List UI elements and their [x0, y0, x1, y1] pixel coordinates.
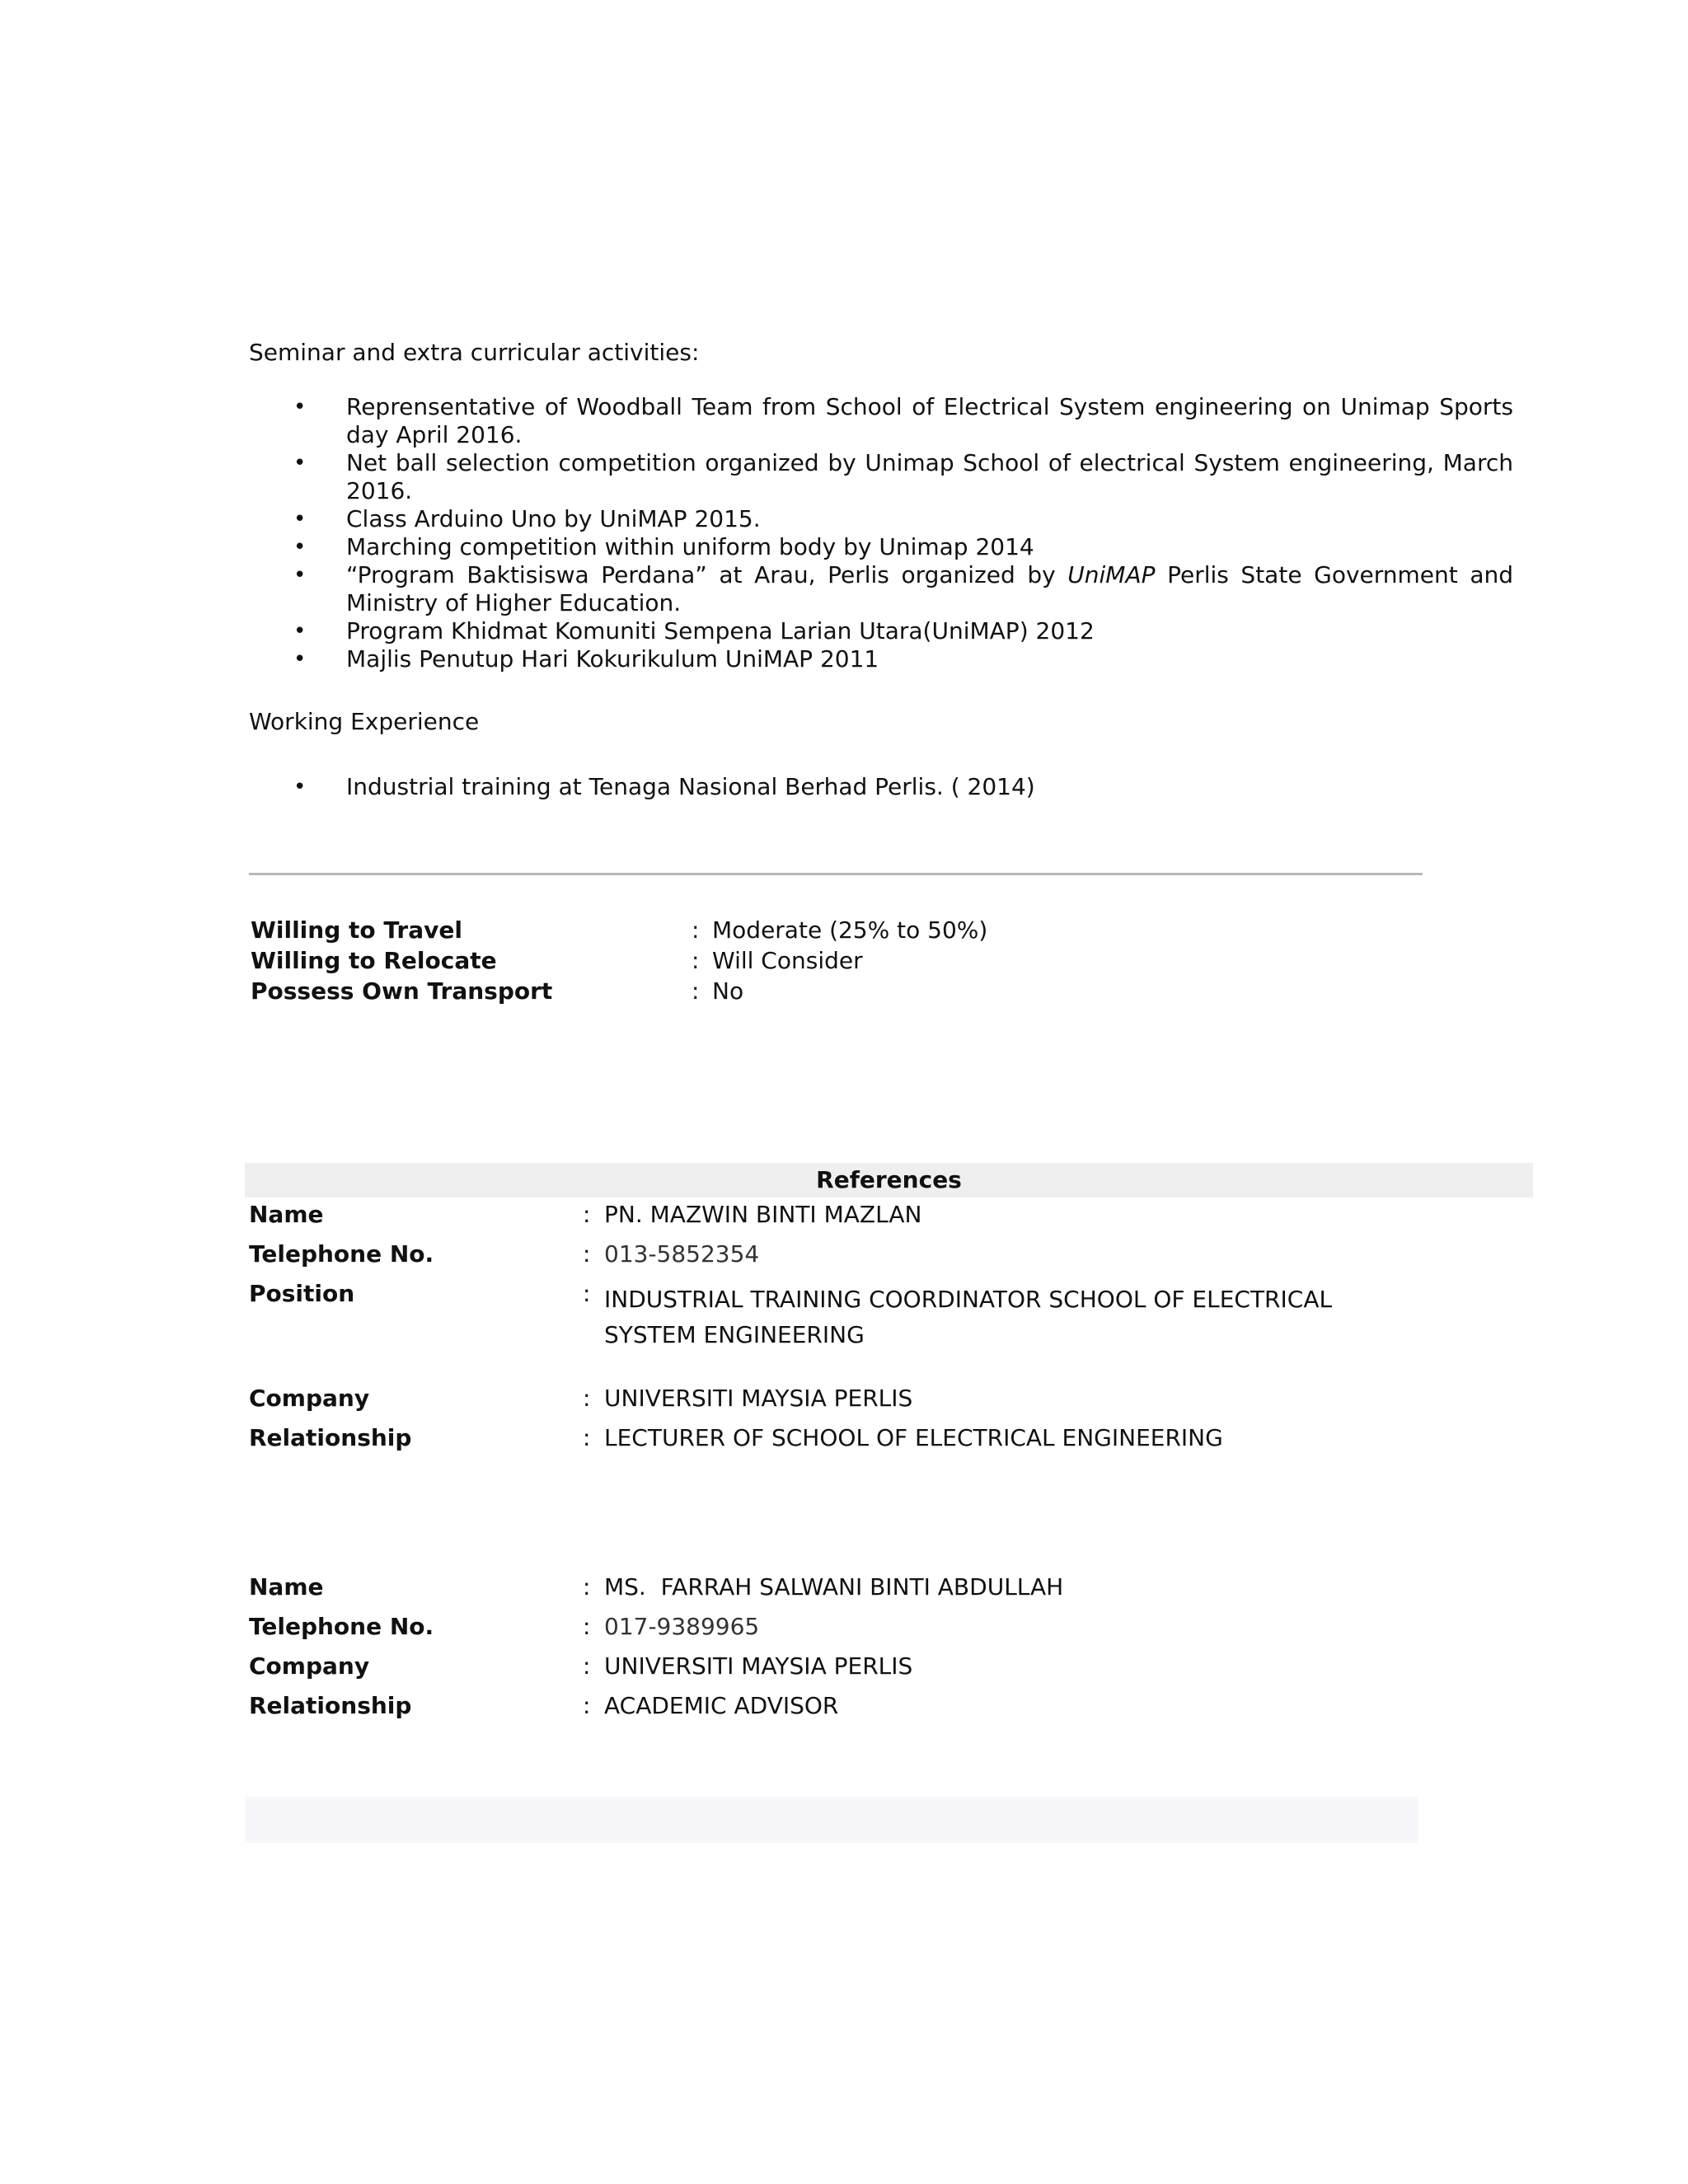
list-item	[293, 561, 1513, 617]
seminar-list	[293, 393, 1513, 673]
list-item	[293, 645, 1513, 673]
text-segment: “Program Baktisiswa Perdana” at Arau, Perlis organized by	[346, 561, 1068, 588]
list-item	[293, 393, 1513, 449]
work-heading: Working Experience	[249, 708, 480, 735]
colon: :	[583, 1424, 591, 1451]
ref-value: ACADEMIC ADVISOR	[604, 1692, 839, 1719]
work-list	[293, 773, 1513, 801]
list-item	[293, 773, 1513, 801]
list-item	[293, 449, 1513, 505]
ref-label: Telephone No.	[249, 1613, 434, 1640]
colon: :	[583, 1573, 591, 1601]
ref-label: Name	[249, 1201, 324, 1228]
bullet-icon: •	[293, 647, 307, 672]
pref-value: Will Consider	[712, 947, 863, 974]
bullet-icon: •	[293, 563, 307, 588]
list-item-text	[346, 561, 1513, 616]
colon: :	[692, 977, 700, 1005]
list-item-text: Class Arduino Uno by UniMAP 2015.	[346, 505, 761, 532]
colon: :	[583, 1240, 591, 1268]
bullet-icon: •	[293, 775, 307, 799]
text-segment: Perlis State Government and Ministry of Higher Education.	[346, 561, 1513, 616]
colon: :	[583, 1613, 591, 1640]
list-item	[293, 505, 1513, 533]
bullet-icon: •	[293, 451, 307, 476]
bullet-icon: •	[293, 535, 307, 560]
colon: :	[692, 916, 700, 944]
ref-label: Company	[249, 1385, 370, 1412]
ref-label: Relationship	[249, 1424, 412, 1451]
list-item-text: Net ball selection competition organized by Unimap School of electrical System engineering, March 2016.	[346, 449, 1513, 504]
references-heading: References	[245, 1163, 1533, 1197]
ref-label: Relationship	[249, 1692, 412, 1719]
bullet-icon: •	[293, 395, 307, 419]
pref-label: Willing to Travel	[251, 916, 462, 944]
pref-value: No	[712, 977, 744, 1005]
ref-value: INDUSTRIAL TRAINING COORDINATOR SCHOOL OF ELECTRICAL SYSTEM ENGINEERING	[604, 1286, 1333, 1348]
list-item	[293, 617, 1513, 645]
list-item-text: Program Khidmat Komuniti Sempena Larian Utara(UniMAP) 2012	[346, 617, 1095, 644]
colon: :	[583, 1201, 591, 1228]
colon: :	[583, 1692, 591, 1719]
list-item	[293, 533, 1513, 561]
ref-value: MS. FARRAH SALWANI BINTI ABDULLAH	[604, 1573, 1064, 1601]
ref-value: UNIVERSITI MAYSIA PERLIS	[604, 1385, 913, 1412]
ref-label: Telephone No.	[249, 1240, 434, 1268]
list-item-text: Marching competition within uniform body by Unimap 2014	[346, 533, 1034, 560]
pref-label: Possess Own Transport	[251, 977, 553, 1005]
bullet-icon: •	[293, 507, 307, 532]
list-item-text: Industrial training at Tenaga Nasional Berhad Perlis. ( 2014)	[346, 773, 1035, 800]
italic-text-segment: UniMAP	[1067, 561, 1156, 588]
colon: :	[583, 1385, 591, 1412]
ref-label: Name	[249, 1573, 324, 1601]
colon: :	[583, 1280, 591, 1307]
section-divider	[249, 873, 1423, 875]
bullet-icon: •	[293, 619, 307, 644]
footer-band	[245, 1797, 1418, 1843]
list-item-text: Reprensentative of Woodball Team from School of Electrical System engineering on Unimap Sports day April 2016.	[346, 393, 1513, 448]
colon: :	[692, 947, 700, 974]
seminar-heading: Seminar and extra curricular activities:	[249, 339, 700, 366]
ref-value: PN. MAZWIN BINTI MAZLAN	[604, 1201, 922, 1228]
ref-value: 017-9389965	[604, 1613, 760, 1640]
colon: :	[583, 1652, 591, 1680]
ref-value: LECTURER OF SCHOOL OF ELECTRICAL ENGINEERING	[604, 1424, 1223, 1451]
ref-value: 013-5852354	[604, 1240, 760, 1268]
ref-value: UNIVERSITI MAYSIA PERLIS	[604, 1652, 913, 1680]
ref-label: Position	[249, 1280, 355, 1307]
ref-label: Company	[249, 1652, 370, 1680]
list-item-text: Majlis Penutup Hari Kokurikulum UniMAP 2011	[346, 645, 879, 673]
pref-label: Willing to Relocate	[251, 947, 497, 974]
pref-value: Moderate (25% to 50%)	[712, 916, 988, 944]
